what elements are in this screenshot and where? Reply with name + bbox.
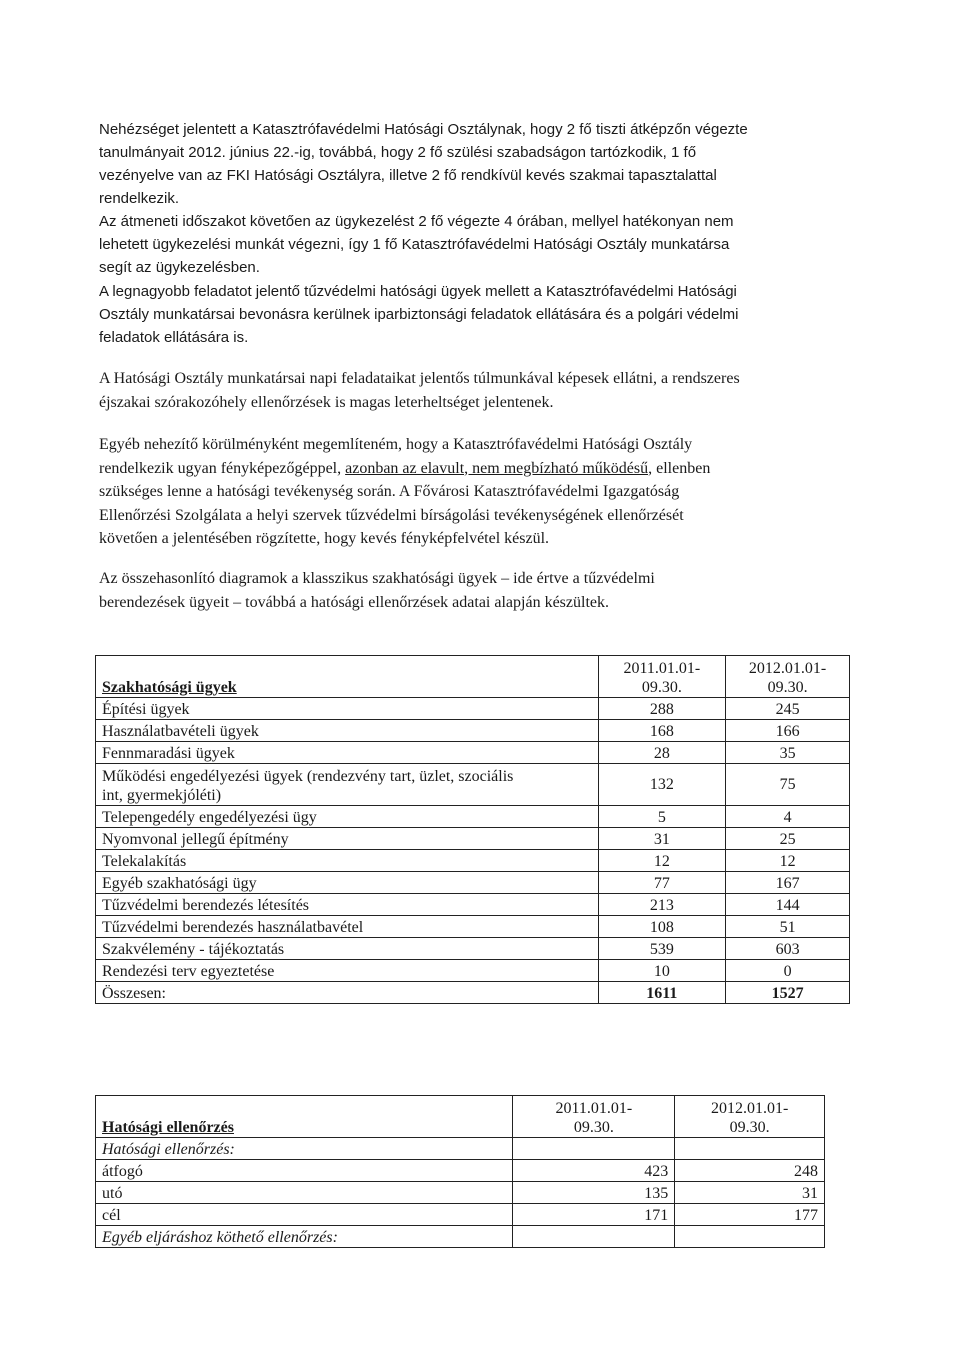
text-line: lehetett ügykezelési munkát végezni, így 1 fő Katasztrófavédelmi Hatósági Osztály munkatársa	[99, 236, 730, 253]
table-row: Nyomvonal jellegű építmény 31 25	[96, 828, 850, 850]
paragraph-case-handling	[99, 210, 871, 279]
underlined-text: azonban az elavult, nem megbízható működésű,	[345, 459, 653, 477]
text-line: Nehézséget jelentett a Katasztrófavédelmi Hatósági Osztálynak, hogy 2 fő tiszti átképzőn végezte	[99, 121, 748, 138]
table-row: Fennmaradási ügyek 28 35	[96, 742, 850, 764]
table-row: Építési ügyek 288 245	[96, 698, 850, 720]
table-row: Telekalakítás 12 12	[96, 850, 850, 872]
text-line: Az összehasonlító diagramok a klasszikus szakhatósági ügyek – ide értve a tűzvédelmi	[99, 570, 655, 587]
table-subheader-row: Hatósági ellenőrzés:	[96, 1138, 825, 1160]
table-row: Telepengedély engedélyezési ügy 5 4	[96, 806, 850, 828]
text-line: szükséges lenne a hatósági tevékenység során. A Fővárosi Katasztrófavédelmi Igazgatóság	[99, 483, 680, 500]
paragraph-overtime	[99, 367, 871, 414]
text-line: éjszakai szórakozóhely ellenőrzések is magas leterheltséget jelentenek.	[99, 393, 554, 411]
text-line	[99, 457, 871, 481]
table-total-row: Összesen: 1611 1527	[96, 982, 850, 1004]
table-header-row	[96, 1096, 825, 1138]
text-line: A Hatósági Osztály munkatársai napi feladataikat jelentős túlmunkával képesek ellátni, a rendszeres	[99, 370, 740, 387]
table-row: Működési engedélyezési ügyek (rendezvény tart, üzlet, szociális int, gyermekjóléti) 132 75	[96, 764, 850, 806]
column-header-2012: 2012.01.01- 09.30.	[726, 656, 850, 698]
table-row: cél 171 177	[96, 1204, 825, 1226]
table-title: Szakhatósági ügyek	[96, 656, 599, 698]
column-header-2011: 2011.01.01- 09.30.	[513, 1096, 675, 1138]
text-line: rendelkezik.	[99, 190, 180, 207]
paragraph-main-tasks	[99, 280, 871, 349]
text-line: berendezések ügyeit – továbbá a hatósági ellenőrzések adatai alapján készültek.	[99, 593, 609, 611]
text-line: A legnagyobb feladatot jelentő tűzvédelmi hatósági ügyek mellett a Katasztrófavédelmi Hatósági	[99, 283, 737, 300]
table-subheader-row: Egyéb eljáráshoz köthető ellenőrzés:	[96, 1226, 825, 1248]
column-header-2012: 2012.01.01- 09.30.	[675, 1096, 825, 1138]
inspections-table	[95, 1095, 825, 1248]
specialist-cases-table	[95, 655, 850, 1004]
table-row: utó 135 31	[96, 1182, 825, 1204]
column-header-2011: 2011.01.01- 09.30.	[598, 656, 726, 698]
text-line: vezényelve van az FKI Hatósági Osztályra, illetve 2 fő rendkívül kevés szakmai tapasztalattal	[99, 167, 717, 184]
paragraph-camera	[99, 433, 871, 551]
table-row: Rendezési terv egyeztetése 10 0	[96, 960, 850, 982]
text-line: Ellenőrzési Szolgálata a helyi szervek tűzvédelmi bírságolási tevékenységének ellenőrzését	[99, 506, 684, 524]
table-row: Használatbavételi ügyek 168 166	[96, 720, 850, 742]
text-line: Egyéb nehezítő körülményként megemlíteném, hogy a Katasztrófavédelmi Hatósági Osztály	[99, 436, 693, 453]
text-line: Az átmeneti időszakot követően az ügykezelést 2 fő végezte 4 órában, mellyel hatékonyan nem	[99, 213, 734, 230]
table-row: Szakvélemény - tájékoztatás 539 603	[96, 938, 850, 960]
text-line: követően a jelentésében rögzítette, hogy kevés fényképfelvétel készül.	[99, 530, 550, 547]
paragraph-staffing	[99, 118, 871, 210]
table-header-row	[96, 656, 850, 698]
paragraph-diagrams	[99, 567, 871, 614]
table-title: Hatósági ellenőrzés	[96, 1096, 513, 1138]
text-line: segít az ügykezelésben.	[99, 259, 260, 276]
text-line: feladatok ellátására is.	[99, 329, 249, 346]
table-row: átfogó 423 248	[96, 1160, 825, 1182]
table-row: Tűzvédelmi berendezés használatbavétel 108 51	[96, 916, 850, 938]
text-segment: rendelkezik ugyan fényképezőgéppel,	[99, 459, 346, 477]
table-row: Tűzvédelmi berendezés létesítés 213 144	[96, 894, 850, 916]
text-line: Osztály munkatársai bevonásra kerülnek iparbiztonsági feladatok ellátására és a polgári védelmi	[99, 306, 739, 323]
text-line: tanulmányait 2012. június 22.-ig, továbbá, hogy 2 fő szülési szabadságon tartózkodik, 1 fő	[99, 144, 697, 161]
table-row: Egyéb szakhatósági ügy 77 167	[96, 872, 850, 894]
text-segment: ellenben	[652, 459, 711, 477]
